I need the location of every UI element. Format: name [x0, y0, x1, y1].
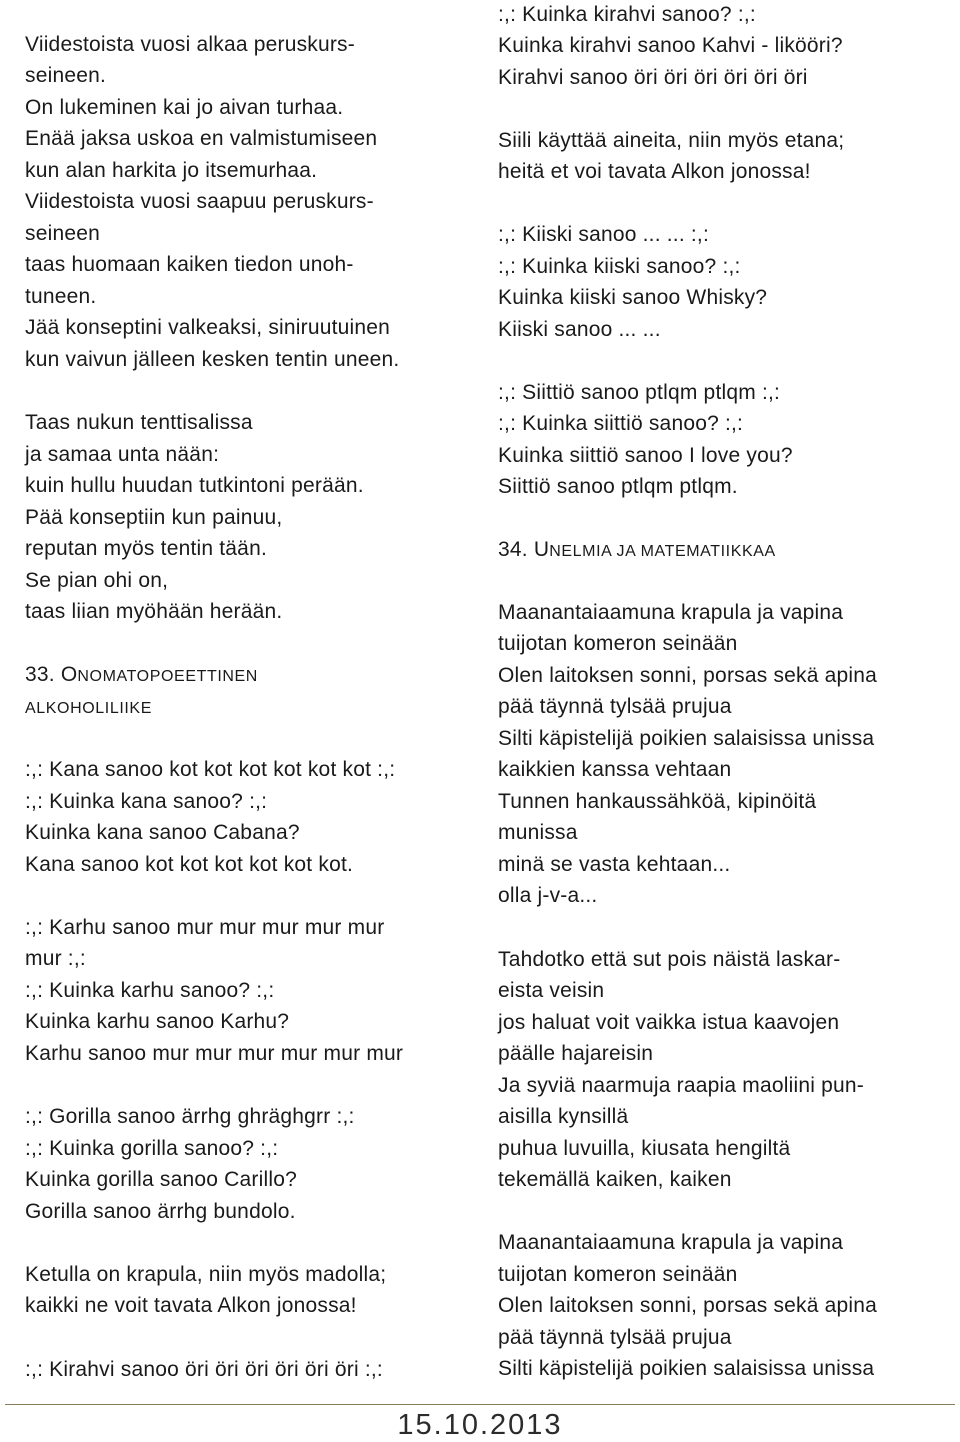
heading-34-line — [498, 537, 776, 565]
verse-line: puhua luvuilla, kiusata hengiltä — [498, 1137, 791, 1160]
verse-line: :,: Kuinka kana sanoo? :,: — [25, 790, 268, 813]
verse-line: eista veisin — [498, 979, 605, 1002]
verse-line: :,: Karhu sanoo mur mur mur mur mur — [25, 916, 385, 939]
verse-line: On lukeminen kai jo aivan turhaa. — [25, 96, 344, 119]
heading-initial: O — [60, 663, 78, 686]
heading-title-rest: NELMIA JA MATEMATIIKKAA — [549, 543, 776, 560]
verse-line: Pää konseptiin kun painuu, — [25, 506, 283, 529]
verse-line: päälle hajareisin — [498, 1042, 654, 1065]
verse-line: tuneen. — [25, 285, 97, 308]
verse-line: Kuinka kiiski sanoo Whisky? — [498, 286, 768, 309]
verse-line: minä se vasta kehtaan... — [498, 853, 731, 876]
verse-line: seineen. — [25, 64, 106, 87]
verse-line: mur :,: — [25, 947, 86, 970]
verse-line: :,: Kuinka kirahvi sanoo? :,: — [498, 3, 756, 26]
verse-line: Viidestoista vuosi alkaa peruskurs- — [25, 33, 355, 56]
verse-line: kaikki ne voit tavata Alkon jonossa! — [25, 1294, 357, 1317]
verse-line: :,: Kuinka kiiski sanoo? :,: — [498, 255, 741, 278]
verse-line: Karhu sanoo mur mur mur mur mur mur — [25, 1042, 404, 1065]
heading-title-rest: NOMATOPOEETTINEN — [77, 668, 258, 685]
verse-line: Ja syviä naarmuja raapia maoliini pun- — [498, 1074, 864, 1097]
verse-line: :,: Kuinka karhu sanoo? :,: — [25, 979, 275, 1002]
heading-number: 34. — [498, 538, 528, 561]
verse-line: aisilla kynsillä — [498, 1105, 629, 1128]
verse-line: Kuinka karhu sanoo Karhu? — [25, 1010, 290, 1033]
verse-line: kun vaivun jälleen kesken tentin uneen. — [25, 348, 400, 371]
verse-line: kaikkien kanssa vehtaan — [498, 758, 732, 781]
verse-line: heitä et voi tavata Alkon jonossa! — [498, 160, 811, 183]
verse-line: Silti käpistelijä poikien salaisissa unissa — [498, 1357, 875, 1380]
verse-line: Viidestoista vuosi saapuu peruskurs- — [25, 190, 374, 213]
verse-line: taas liian myöhään herään. — [25, 600, 283, 623]
verse-line: Siittiö sanoo ptlqm ptlqm. — [498, 475, 738, 498]
verse-line: Ketulla on krapula, niin myös madolla; — [25, 1263, 387, 1286]
verse-line: seineen — [25, 222, 100, 245]
heading-number: 33. — [25, 663, 55, 686]
verse-line: munissa — [498, 821, 578, 844]
verse-line: :,: Siittiö sanoo ptlqm ptlqm :,: — [498, 381, 781, 404]
verse-line: pää täynnä tylsää prujua — [498, 1326, 732, 1349]
verse-line: Gorilla sanoo ärrhg bundolo. — [25, 1200, 296, 1223]
verse-line: ja samaa unta nään: — [25, 443, 220, 466]
verse-line: Kuinka siittiö sanoo I love you? — [498, 444, 793, 467]
verse-line: Maanantaiaamuna krapula ja vapina — [498, 1231, 844, 1254]
verse-line: :,: Kirahvi sanoo öri öri öri öri öri öri :,: — [25, 1358, 383, 1381]
verse-line: :,: Kiiski sanoo ... ... :,: — [498, 223, 710, 246]
verse-line: :,: Kana sanoo kot kot kot kot kot kot :,: — [25, 758, 396, 781]
verse-line: Olen laitoksen sonni, porsas sekä apina — [498, 1294, 878, 1317]
verse-line: Jää konseptini valkeaksi, siniruutuinen — [25, 316, 391, 339]
heading-33-line-1 — [25, 662, 258, 690]
verse-line: Kuinka kirahvi sanoo Kahvi - likööri? — [498, 34, 843, 57]
verse-line: Se pian ohi on, — [25, 569, 169, 592]
verse-line: Kuinka gorilla sanoo Carillo? — [25, 1168, 297, 1191]
verse-line: :,: Gorilla sanoo ärrhg ghräghgrr :,: — [25, 1105, 355, 1128]
heading-33-line-2 — [25, 694, 152, 722]
verse-line: tuijotan komeron seinään — [498, 1263, 738, 1286]
footer-date: 15.10.2013 — [397, 1409, 563, 1441]
heading-initial: U — [533, 538, 550, 561]
footer-rule — [5, 1404, 955, 1405]
verse-line: Taas nukun tenttisalissa — [25, 411, 253, 434]
verse-line: tekemällä kaiken, kaiken — [498, 1168, 732, 1191]
verse-line: olla j-v-a... — [498, 884, 598, 907]
verse-line: Maanantaiaamuna krapula ja vapina — [498, 601, 844, 624]
verse-line: taas huomaan kaiken tiedon unoh- — [25, 253, 354, 276]
verse-line: Enää jaksa uskoa en valmistumiseen — [25, 127, 378, 150]
verse-line: tuijotan komeron seinään — [498, 632, 738, 655]
verse-line: jos haluat voit vaikka istua kaavojen — [498, 1011, 840, 1034]
verse-line: Kuinka kana sanoo Cabana? — [25, 821, 300, 844]
verse-line: Silti käpistelijä poikien salaisissa unissa — [498, 727, 875, 750]
verse-line: kuin hullu huudan tutkintoni perään. — [25, 474, 364, 497]
verse-line: Tahdotko että sut pois näistä laskar- — [498, 948, 841, 971]
verse-line: Siili käyttää aineita, niin myös etana; — [498, 129, 845, 152]
verse-line: :,: Kuinka gorilla sanoo? :,: — [25, 1137, 279, 1160]
verse-line: Kiiski sanoo ... ... — [498, 318, 661, 341]
verse-line: :,: Kuinka siittiö sanoo? :,: — [498, 412, 744, 435]
verse-line: reputan myös tentin tään. — [25, 537, 267, 560]
verse-line: kun alan harkita jo itsemurhaa. — [25, 159, 318, 182]
heading-title-line-2: ALKOHOLILIIKE — [25, 700, 152, 717]
verse-line: Kana sanoo kot kot kot kot kot kot. — [25, 853, 354, 876]
verse-line: Kirahvi sanoo öri öri öri öri öri öri — [498, 66, 808, 89]
verse-line: Tunnen hankaussähköä, kipinöitä — [498, 790, 817, 813]
verse-line: Olen laitoksen sonni, porsas sekä apina — [498, 664, 878, 687]
verse-line: pää täynnä tylsää prujua — [498, 695, 732, 718]
